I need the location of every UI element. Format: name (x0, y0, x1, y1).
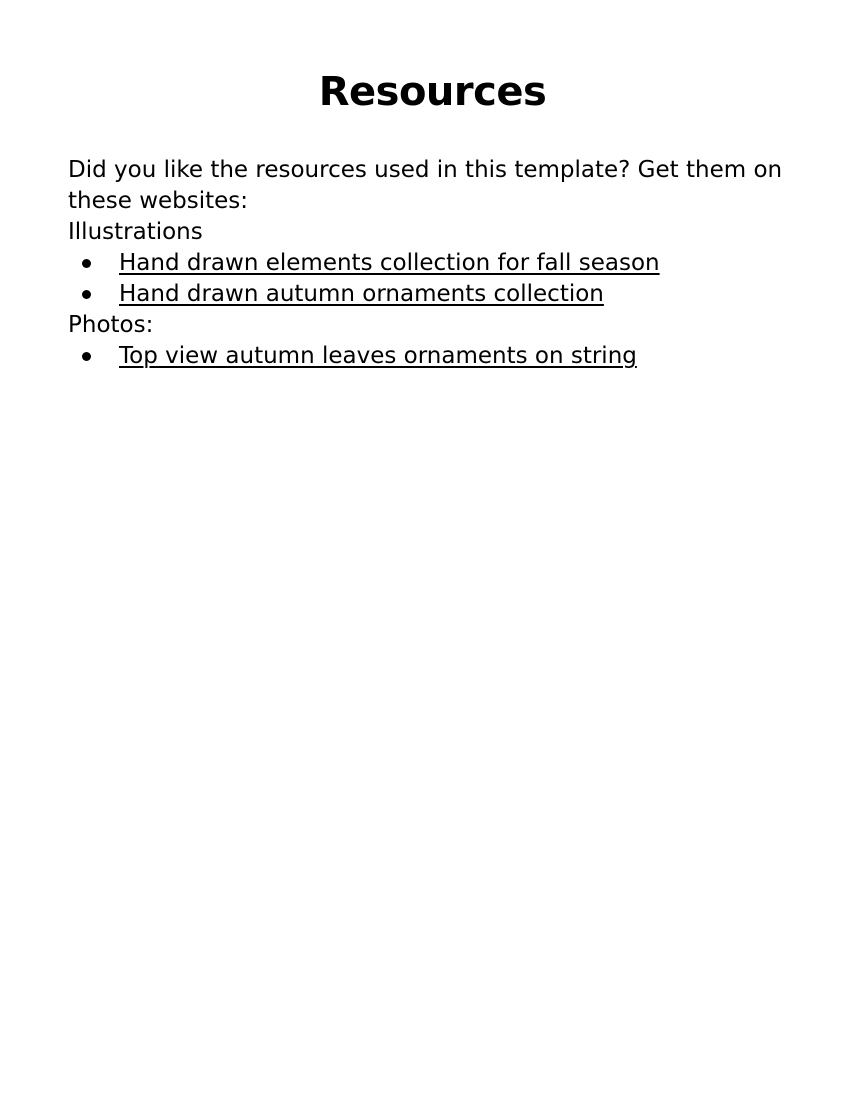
intro-text: Did you like the resources used in this template? Get them on these websites: (68, 157, 783, 214)
list-item (68, 248, 798, 279)
section-heading-illustrations: Illustrations (68, 219, 203, 245)
link-autumn-ornaments[interactable]: Hand drawn autumn ornaments collection (119, 281, 604, 307)
bullet-icon (82, 352, 91, 361)
list-item (68, 341, 798, 372)
resources-content (68, 155, 798, 372)
link-fall-elements[interactable]: Hand drawn elements collection for fall season (119, 250, 660, 276)
link-leaves-on-string[interactable]: Top view autumn leaves ornaments on string (119, 343, 637, 369)
section-heading-photos: Photos: (68, 312, 154, 338)
illustrations-list (68, 248, 798, 310)
bullet-icon (82, 259, 91, 268)
page-title: Resources (318, 69, 547, 115)
bullet-icon (82, 290, 91, 299)
photos-list (68, 341, 798, 372)
list-item (68, 279, 798, 310)
